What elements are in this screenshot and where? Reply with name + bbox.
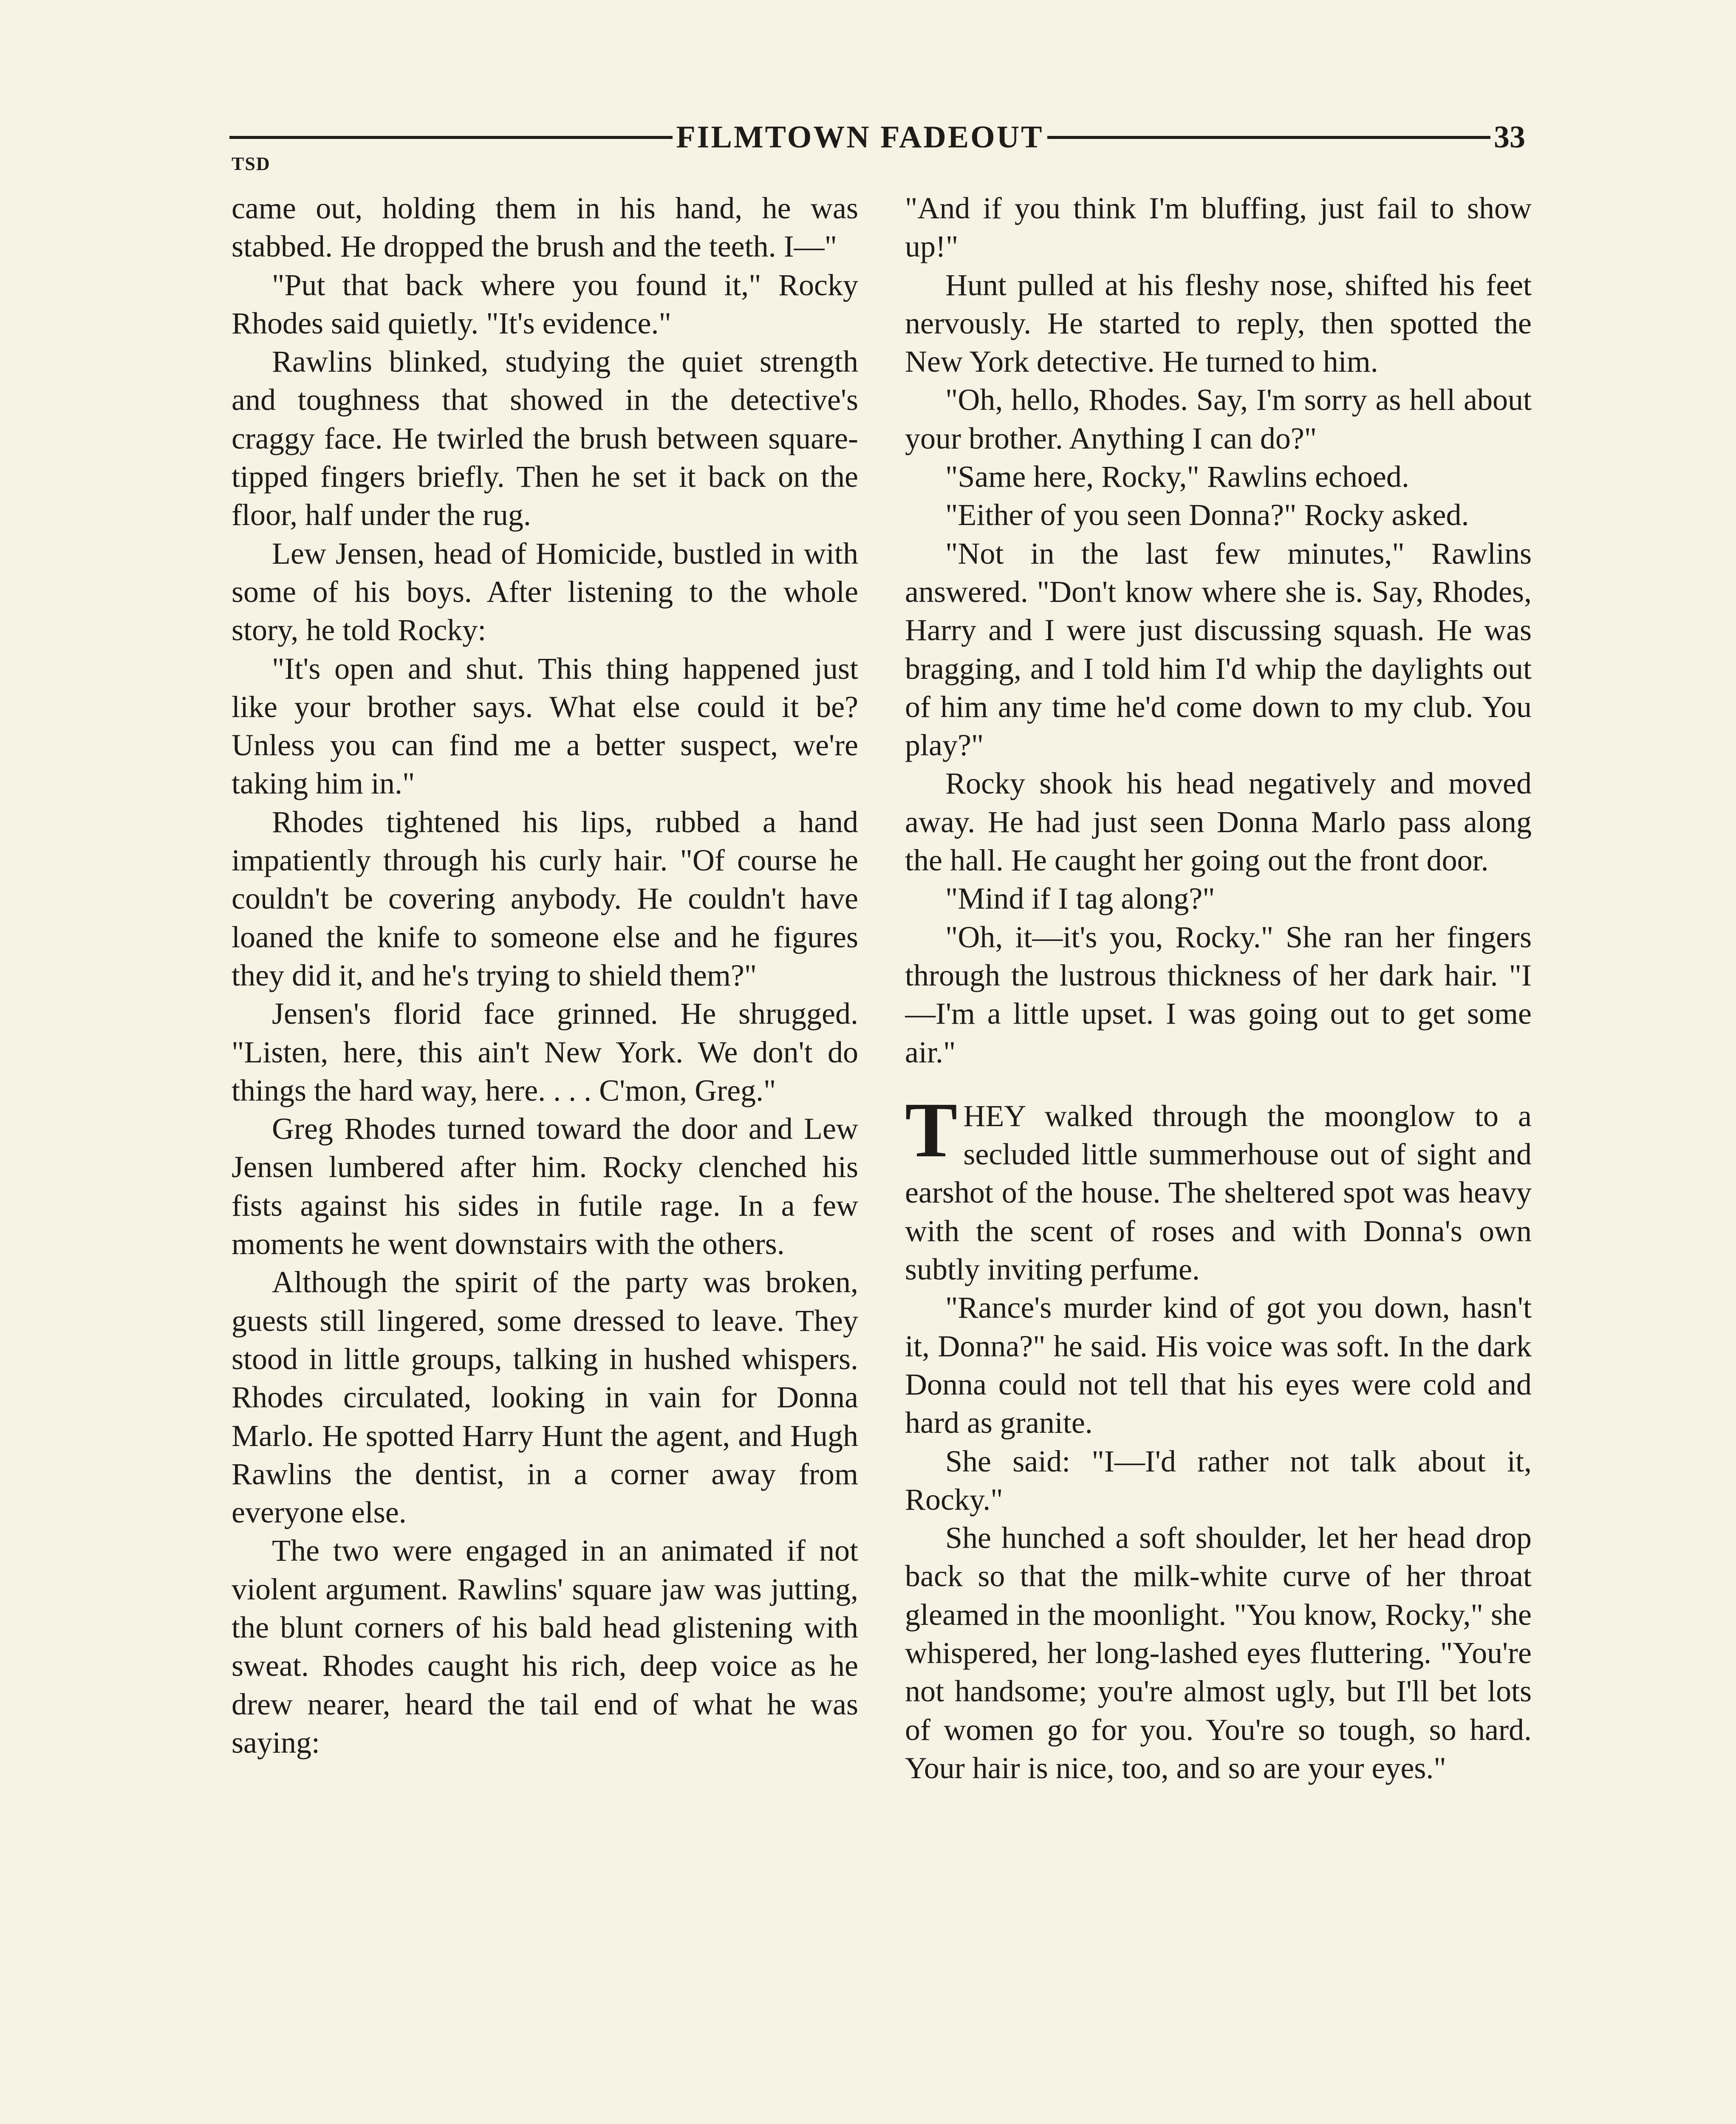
header-rule-right	[1047, 136, 1490, 139]
header-rule-left	[229, 136, 673, 139]
paragraph: Greg Rhodes turned toward the door and Lew Jensen lumbered after him. Rocky clenched his fists against his sides in futile rage. In a few moments he went downstairs with the others.	[232, 1112, 858, 1261]
paragraph: "Rance's murder kind of got you down, hasn't it, Donna?" he said. His voice was soft. In the dark Donna could not tell that his eyes were cold and hard as granite.	[905, 1291, 1532, 1440]
paragraph: "It's open and shut. This thing happened just like your brother says. What else could it be? Unless you can find me a better suspect, we're taking him in."	[232, 651, 858, 801]
publisher-tag: TSD	[232, 153, 271, 174]
paragraph: "Oh, hello, Rhodes. Say, I'm sorry as hell about your brother. Anything I can do?"	[905, 383, 1532, 455]
paragraph: "Either of you seen Donna?" Rocky asked.	[945, 498, 1469, 532]
page-title: FILMTOWN FADEOUT	[676, 119, 1044, 155]
paragraph: "And if you think I'm bluffing, just fail to show up!"	[905, 191, 1532, 264]
paragraph: She hunched a soft shoulder, let her head drop back so that the milk-white curve of her throat gleamed in the moonlight. "You know, Rocky," she whispered, her long-lashed eyes fluttering. "You're not handsome; you're almost ugly, but I'll bet lots of women go for you. You're so tough, so hard. Your hair is nice, too, and so are your eyes."	[905, 1521, 1532, 1785]
text-column-left	[232, 189, 858, 2124]
paragraph: Lew Jensen, head of Homicide, bustled in with some of his boys. After listening to the whole story, he told Rocky:	[232, 536, 858, 647]
paragraph: Hunt pulled at his fleshy nose, shifted his feet nervously. He started to reply, then spotted the New York detective. He turned to him.	[905, 268, 1532, 379]
drop-cap: T	[905, 1086, 958, 1174]
paragraph: "Put that back where you found it," Rocky Rhodes said quietly. "It's evidence."	[232, 268, 858, 340]
paragraph: came out, holding them in his hand, he was stabbed. He dropped the brush and the teeth. I—"	[232, 191, 858, 264]
text-column-right	[905, 189, 1532, 2124]
paragraph: Jensen's florid face grinned. He shrugged. "Listen, here, this ain't New York. We don't do things the hard way, here. . . . C'mon, Greg."	[232, 997, 858, 1107]
paragraph: Although the spirit of the party was broken, guests still lingered, some dressed to leave. They stood in little groups, talking in hushed whispers. Rhodes circulated, looking in vain for Donna Marlo. He spotted Harry Hunt the agent, and Hugh Rawlins the dentist, in a corner away from everyone else.	[232, 1265, 858, 1530]
paragraph: "Oh, it—it's you, Rocky." She ran her fingers through the lustrous thickness of her dark hair. "I—I'm a little upset. I was going out to get some air."	[905, 920, 1532, 1069]
paragraph: The two were engaged in an animated if not violent argument. Rawlins' square jaw was jutting, the blunt corners of his bald head glistening with sweat. Rhodes caught his rich, deep voice as he drew nearer, heard the tail end of what he was saying:	[232, 1534, 858, 1760]
page-number: 33	[1494, 119, 1525, 155]
section-opening-text: HEY walked through the moonglow to a secluded little summerhouse out of sight and earshot of the house. The sheltered spot was heavy with the scent of roses and with Donna's own subtly inviting perfume.	[905, 1099, 1532, 1287]
paragraph: Rocky shook his head negatively and moved away. He had just seen Donna Marlo pass along the hall. He caught her going out the front door.	[905, 766, 1532, 878]
paragraph: "Same here, Rocky," Rawlins echoed.	[945, 460, 1409, 494]
running-header	[229, 114, 1525, 161]
section-opening-paragraph	[905, 1086, 1532, 1288]
paragraph: Rhodes tightened his lips, rubbed a hand impatiently through his curly hair. "Of course he couldn't be covering anybody. He couldn't have loaned the knife to someone else and he figures they did it, and he's trying to shield them?"	[232, 805, 858, 992]
paragraph: "Not in the last few minutes," Rawlins answered. "Don't know where she is. Say, Rhodes, Harry and I were just discussing squash. He was bragging, and I told him I'd whip the daylights out of him any time he'd come down to my club. You play?"	[905, 536, 1532, 763]
paragraph: She said: "I—I'd rather not talk about it, Rocky."	[905, 1444, 1532, 1517]
paragraph: Rawlins blinked, studying the quiet strength and toughness that showed in the detective's craggy face. He twirled the brush between square-tipped fingers briefly. Then he set it back on the floor, half under the rug.	[232, 345, 858, 532]
paragraph: "Mind if I tag along?"	[945, 881, 1215, 916]
